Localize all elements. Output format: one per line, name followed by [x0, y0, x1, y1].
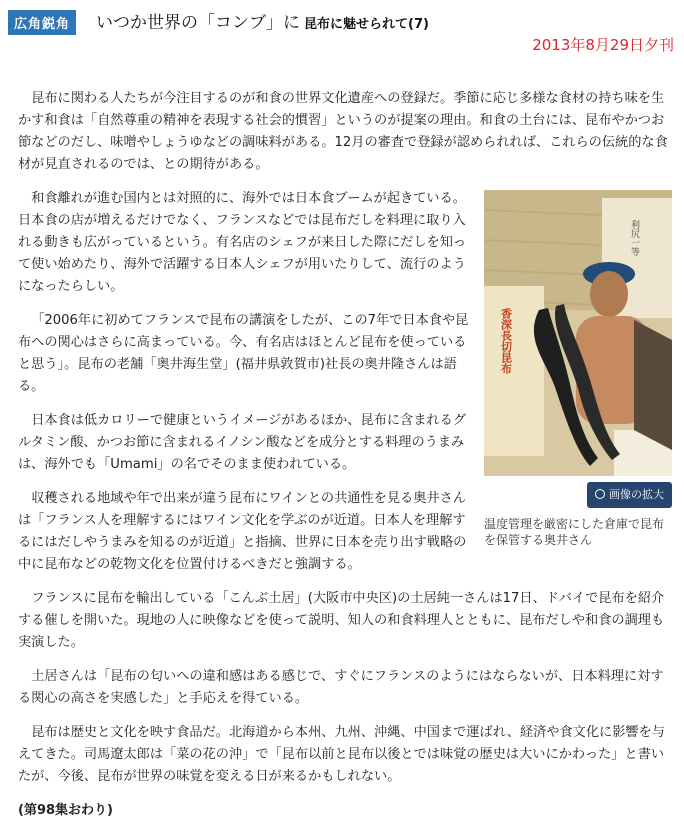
photo-caption: 温度管理を厳密にした倉庫で昆布を保管する奥井さん — [484, 517, 665, 547]
article-body — [18, 88, 672, 822]
title-subtitle: 昆布に魅せられて(7) — [304, 17, 429, 32]
article-header — [8, 8, 676, 36]
title-main: いつか世界の「コンブ」に — [96, 13, 300, 33]
magnifier-icon — [595, 489, 605, 499]
series-end-note: (第98集おわり) — [18, 803, 113, 818]
paragraph: 和食離れが進む国内とは対照的に、海外では日本食ブームが起きている。日本食の店が増えるだけでなく、フランスなどでは昆布だしを料理に取り入れる動きも広がっているという。有名店のシェフが来日した際にだしを知って使い始めたり、海外で活躍する日本人シェフが用いたりして、流行のようになったらしい。 — [18, 191, 467, 294]
paragraph: 収穫される地域や年で出来が違う昆布にワインとの共通性を見る奥井さんは「フランス人を理解するにはワイン文化を学ぶのが近道。日本人を理解するにはだしやうまみを知るのが近道」と指摘、世界に日本を売り出す戦略の中に昆布などの乾物文化を位置付けるべきだと強調する。 — [18, 491, 467, 572]
publish-date: 2013年8月29日夕刊 — [532, 36, 674, 54]
paragraph: 日本食は低カロリーで健康というイメージがあるほか、昆布に含まれるグルタミン酸、かつお節に含まれるイノシン酸などを成分とする料理のうまみは、海外でも「Umami」の名でそのまま使われている。 — [18, 413, 466, 472]
bag-label-main: 香深長切昆布 — [499, 308, 513, 374]
paragraph: 昆布は歴史と文化を映す食品だ。北海道から本州、九州、沖縄、中国まで運ばれ、経済や食文化に影響を与えてきた。司馬遼太郎は「菜の花の沖」で「昆布以前と昆布以後とでは味覚の歴史は大いにかわった」と書いたが、今後、昆布が世界の味覚を変える日が来るかもしれない。 — [18, 725, 665, 784]
paragraph: 「2006年に初めてフランスで昆布の講演をしたが、この7年で日本食や昆布への関心はさらに高まっている。今、有名店はほとんど昆布を使っていると思う」。昆布の老舗「奥井海生堂」(福井県敦賀市)社長の奥井隆さんは語る。 — [18, 313, 469, 394]
paragraph: フランスに昆布を輸出している「こんぶ土居」(大阪市中央区)の土居純一さんは17日、ドバイで昆布を紹介する催しを開いた。現地の人に映像などを使って説明、知人の和食料理人とともに、昆布だしや和食の調理も実演した。 — [18, 591, 665, 650]
paragraph: 土居さんは「昆布の匂いへの違和感はある感じで、すぐにフランスのようにはならないが、日本料理に対する関心の高さを実感した」と手応えを得ている。 — [18, 669, 664, 706]
article-photo[interactable] — [484, 190, 672, 476]
column-badge: 広角鋭角 — [8, 10, 76, 35]
zoom-image-button[interactable] — [587, 482, 672, 508]
paragraph: 昆布に関わる人たちが今注目するのが和食の世界文化遺産への登録だ。季節に応じ多様な食材の持ち味を生かす和食は「自然尊重の精神を表現する社会的慣習」というのが提案の理由。和食の土台には、昆布やかつお節などのだし、味噌やしょうゆなどの調味料がある。12月の審査で登録が認められれば、これらの伝統的な食材が見直されるのでは、との期待がある。 — [18, 91, 668, 172]
article-title — [96, 8, 429, 33]
bag-label-top: 利尻一等 — [629, 220, 639, 256]
photo-block — [484, 190, 672, 548]
zoom-label: 画像の拡大 — [609, 488, 664, 501]
photo-illustration — [484, 190, 672, 476]
